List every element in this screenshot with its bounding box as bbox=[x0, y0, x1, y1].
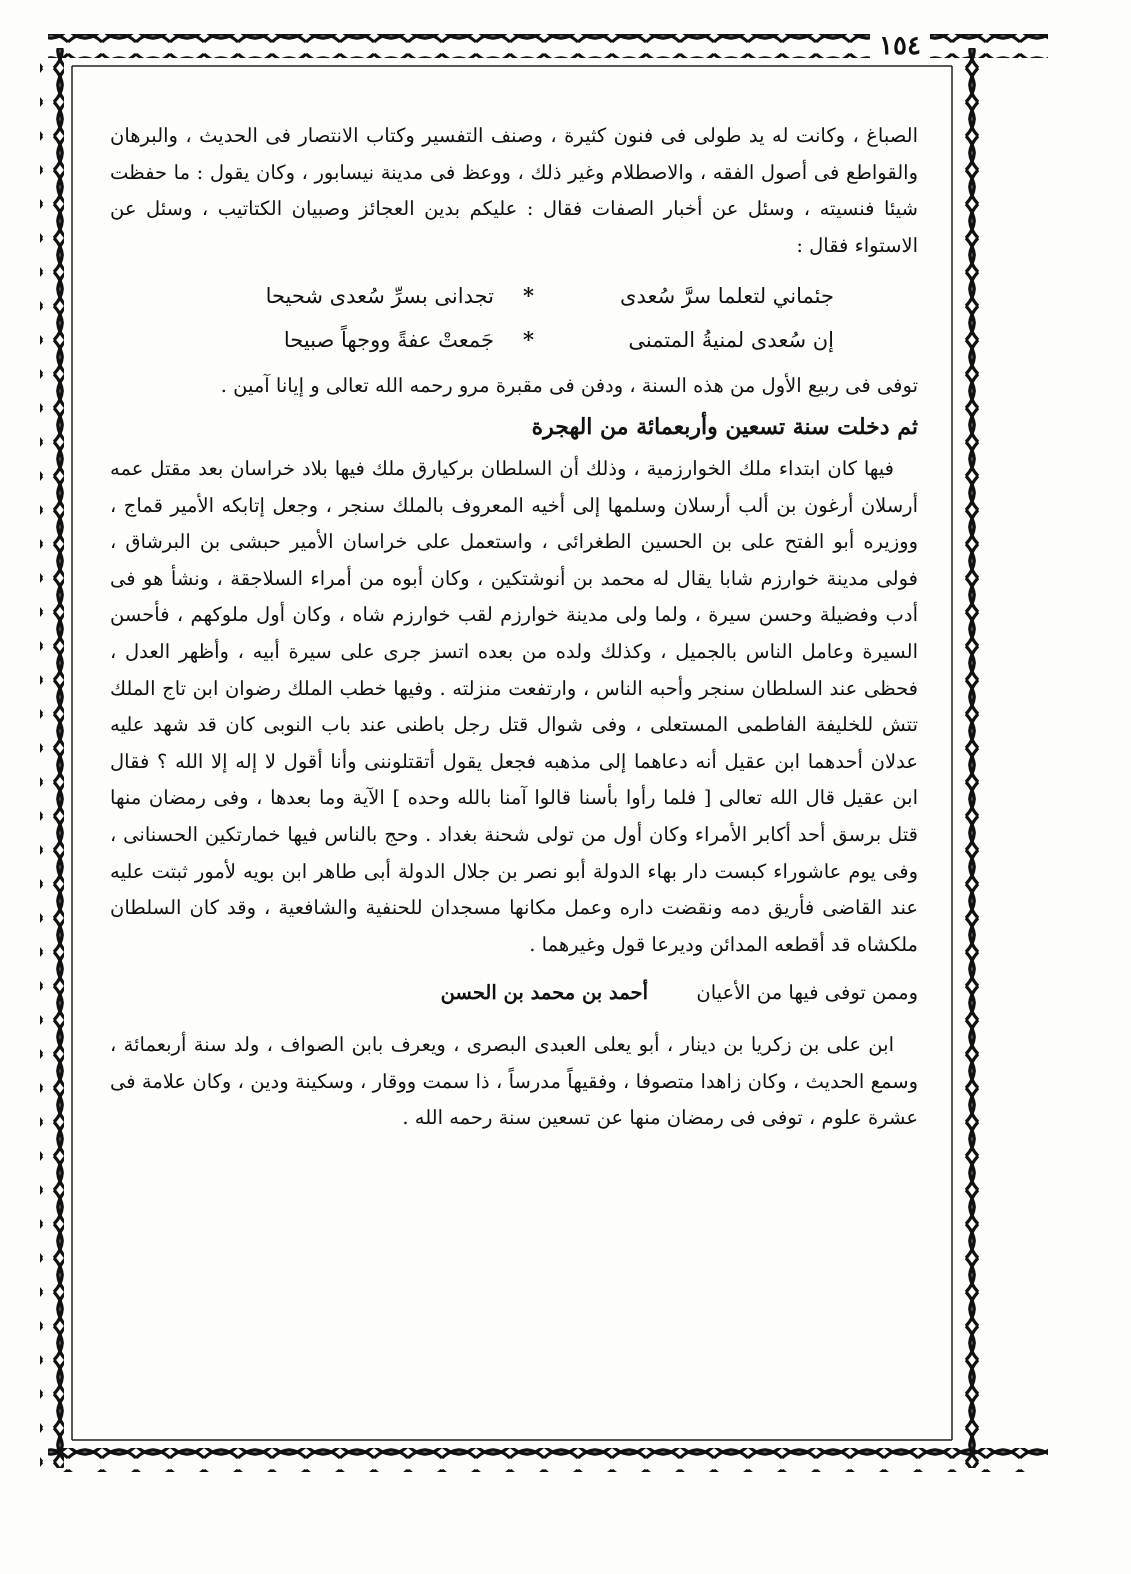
notables-heading bbox=[110, 973, 918, 1013]
year-heading: ثم دخلت سنة تسعين وأربعمائة من الهجرة bbox=[531, 413, 918, 440]
main-paragraph: فيها كان ابتداء ملك الخوارزمية ، وذلك أن السلطان بركيارق ملك فيها بلاد خراسان بعد مقتل عمه أرسلان أرغون بن ألب أرسلان وسلمها إلى أخيه المعروف بالملك سنجر ، وجعل إتابكه الأمير قماج ، ووزيره أبو الفتح على بن الحسين الطغرائى ، واستعمل على خراسان الأمير حبشى بن البرشاق ، فولى مدينة خوارزم شابا يقال له محمد بن أنوشتكين ، وكان أبوه من أمراء السلاجقة ، ونشأ هو فى أدب وفضيلة وحسن سيرة ، ولما ولى مدينة خوارزم لقب خوارزم شاه ، وكان أول ملوكهم ، فأحسن السيرة وعامل الناس بالجميل ، وكذلك ولده من بعده اتسز جرى على سيرة أبيه ، وأظهر العدل ، فحظى عند السلطان سنجر وأحبه الناس ، وارتفعت منزلته . وفيها خطب الملك رضوان ابن تاج الملك تتش للخليفة الفاطمى المستعلى ، وفى شوال قتل رجل باطنى عند باب النوبى كان قد شهد عليه عدلان أحدهما ابن عقيل أنه دعاهما إلى مذهبه فجعل يقول أتقتلوننى وأنا أقول لا إله إلا الله ؟ فقال ابن عقيل قال الله تعالى [ فلما رأوا بأسنا قالوا آمنا بالله وحده ] الآية وما بعدها ، وفى رمضان منها قتل برسق أحد أكابر الأمراء وكان أول من تولى شحنة بغداد . وحج بالناس فيها خمارتكين الحسنانى ، وفى يوم عاشوراء كبست دار بهاء الدولة أبو نصر بن جلال الدولة أبى طاهر ابن بويه لأمور ثبتت عليه عند القاضى فأريق دمه ونقضت داره وعمل مكانها مسجدان للحنفية والشافعية ، وقد كان السلطان ملكشاه قد أقطعه المدائن وديرعا قول وغيرهما . bbox=[110, 456, 918, 956]
page-text bbox=[110, 118, 918, 1137]
intro-paragraph: الصباغ ، وكانت له يد طولى فى فنون كثيرة ، وصنف التفسير وكتاب الانتصار فى الحديث ، والبرهان والقواطع فى أصول الفقه ، والاصطلام وغير ذلك ، ووعظ فى مدينة نيسابور ، وكان يقول : ما حفظت شيئا فنسيته ، وسئل عن أخبار الصفات فقال : عليكم بدين العجائز وصبيان الكتاتيب ، وسئل عن الاستواء فقال : bbox=[110, 124, 918, 257]
verse-second-hemistich: تجدانى بسرِّ سُعدى شحيحا bbox=[265, 284, 494, 309]
verse-first-hemistich: جئماني لتعلما سرَّ سُعدى bbox=[620, 284, 834, 309]
death-paragraph: توفى فى ربيع الأول من هذه السنة ، ودفن فى مقبرة مرو رحمه الله تعالى و إيانا آمين . bbox=[220, 374, 918, 398]
verse-separator: * bbox=[523, 283, 534, 309]
poem-verse bbox=[110, 274, 918, 318]
verse-first-hemistich: إن سُعدى لمنيةُ المتمنى bbox=[628, 328, 834, 353]
page-number: ١٥٤ bbox=[870, 28, 930, 64]
notable-name: أحمد بن محمد بن الحسن bbox=[440, 981, 648, 1005]
poem-verse bbox=[110, 318, 918, 362]
biography-paragraph: ابن على بن زكريا بن دينار ، أبو يعلى العبدى البصرى ، ويعرف بابن الصواف ، ولد سنة أربعمائة ، وسمع الحديث ، وكان زاهدا متصوفا ، وفقيهاً مدرساً ، ذا سمت ووقار ، وسكينة ودين ، وكان علامة فى عشرة علوم ، توفى فى رمضان منها عن تسعين سنة رحمه الله . bbox=[110, 1033, 918, 1130]
verse-separator: * bbox=[523, 327, 534, 353]
poem bbox=[110, 274, 918, 362]
notables-label: وممن توفى فيها من الأعيان bbox=[696, 981, 918, 1005]
verse-second-hemistich: جَمعتْ عفةً ووجهاً صبيحا bbox=[283, 328, 494, 353]
